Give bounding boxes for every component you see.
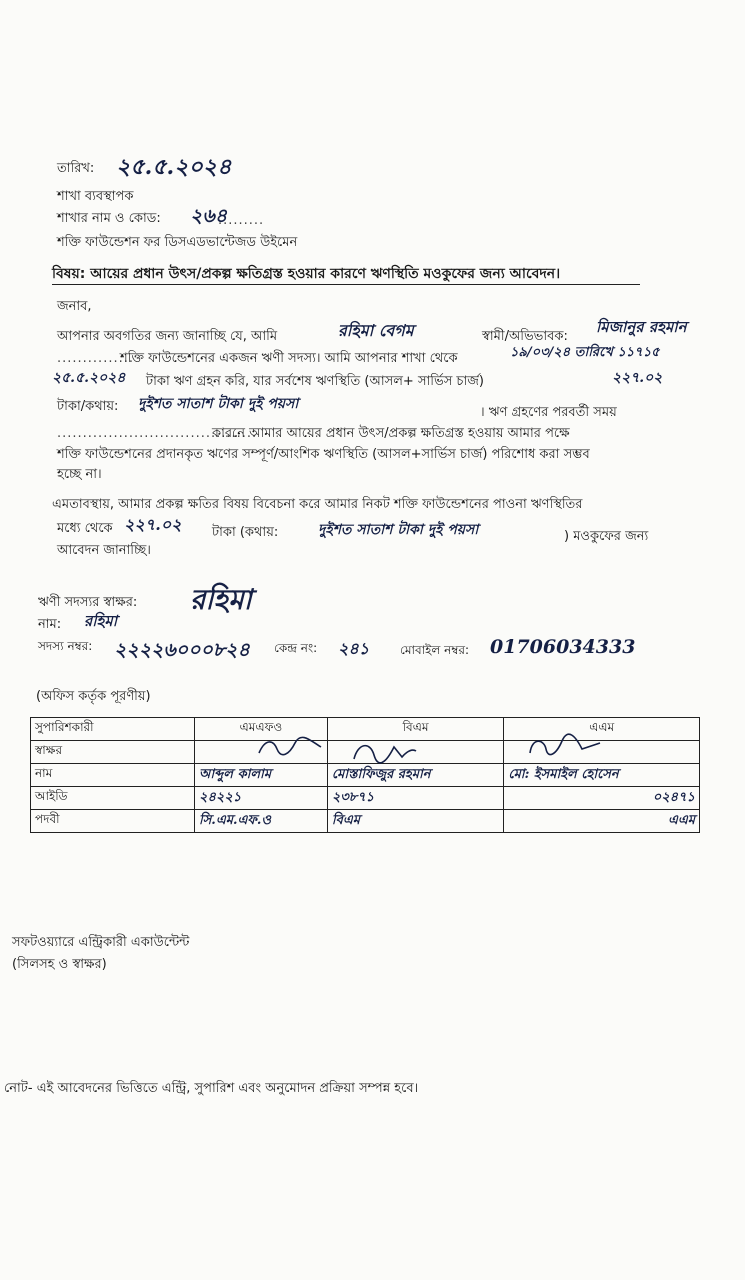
table-row-id (31, 787, 700, 810)
col-head-recommender: সুপারিশকারী (31, 718, 195, 741)
dotted-line: ......... (218, 213, 265, 228)
recommendation-table (30, 717, 700, 833)
loan-amount-handwritten: ২৫.৫.২০২৪ (52, 370, 126, 386)
date-value: ২৫.৫.২০২৪ (116, 154, 232, 180)
addressee: শাখা ব্যবস্থাপক (57, 189, 134, 204)
guardian-name: মিজানুর রহমান (596, 318, 687, 336)
accountant-label: সফটওয়্যারে এন্ট্রিকারী একাউন্টেন্ট (12, 935, 190, 950)
para1-line3: টাকা ঋণ গ্রহন করি, যার সর্বশেষ ঋণস্থিতি (আসল+ সার্ভিস চার্জ) (146, 374, 484, 389)
center-label: কেন্দ্র নং: (274, 641, 318, 655)
name-am: মো: ইসমাইল হোসেন (504, 764, 700, 787)
mobile-number: 01706034333 (490, 636, 636, 658)
designation-am: এএম (504, 810, 700, 833)
signature-am (504, 741, 700, 764)
subject: বিষয়: আয়ের প্রধান উৎস/প্রকল্প ক্ষতিগ্রস্ত হওয়ার কারণে ঋণস্থিতি মওকুফের জন্য আবেদন। (52, 266, 561, 282)
member-signature: রহিমা (190, 583, 252, 616)
signature-mfo-mark (255, 735, 325, 757)
id-bm: ২৩৮৭১ (327, 787, 503, 810)
row-label-name: নাম (31, 764, 195, 787)
branch-value: ২৬৪ (190, 205, 228, 227)
member-id: ২২২২৬০০০৮২৪ (114, 639, 250, 661)
designation-mfo: সি.এম.এফ.ও (195, 810, 328, 833)
para2-line2-b: টাকা (কথায়: (212, 525, 279, 540)
date-label: তারিখ: (57, 161, 95, 176)
applicant-name: রহিমা বেগম (338, 321, 414, 340)
loan-date: ১৯/০৩/২৪ তারিখে ১১৭১৫ (510, 345, 660, 360)
para2-line3: আবেদন জানাচ্ছি। (57, 543, 151, 558)
para1-line4-a: টাকা/কথায়: (57, 399, 119, 414)
member-name-label: নাম: (38, 617, 62, 632)
row-label-signature: স্বাক্ষর (31, 741, 195, 764)
table-row-designation (31, 810, 700, 833)
salutation: জনাব, (57, 299, 92, 314)
dotted-line: ....................................... (57, 426, 258, 441)
para2-line1: এমতাবস্থায়, আমার প্রকল্প ক্ষতির বিষয় বিবেচনা করে আমার নিকট শক্তি ফাউন্ডেশনের পাওনা ঋণস্থিতির (52, 497, 583, 512)
outstanding-balance: ২২৭.০২ (612, 370, 663, 386)
para2-line2-a: মধ্যে থেকে (57, 521, 113, 536)
para1-line5: কারনে আমার আয়ের প্রধান উৎস/প্রকল্প ক্ষতিগ্রস্ত হওয়ায় আমার পক্ষে (212, 426, 570, 441)
col-head-am: এএম (504, 718, 700, 741)
mobile-label: মোবাইল নম্বর: (400, 643, 470, 657)
table-row-name (31, 764, 700, 787)
office-use-note: (অফিস কর্তৃক পূরণীয়) (36, 689, 151, 704)
para1-line1-a: আপনার অবগতির জন্য জানাচ্ছি যে, আমি (57, 329, 278, 344)
table-row-signature (31, 741, 700, 764)
para1-line1-b: স্বামী/অভিভাবক: (482, 329, 568, 344)
member-sign-label: ঋণী সদস্যর স্বাক্ষর: (38, 595, 138, 610)
waiver-amount-words: দুইশত সাতাশ টাকা দুই পয়সা (318, 522, 479, 538)
organization-line: শক্তি ফাউন্ডেশন ফর ডিসএডভান্টেজড উইমেন (57, 235, 298, 250)
subject-underline (52, 284, 640, 285)
accountant-seal-label: (সিলসহ ও স্বাক্ষর) (12, 957, 107, 972)
row-label-id: আইডি (31, 787, 195, 810)
balance-in-words: দুইশত সাতাশ টাকা দুই পয়সা (138, 396, 299, 412)
para2-line2-c: ) মওকুফের জন্য (564, 529, 649, 544)
member-id-label: সদস্য নম্বর: (38, 639, 93, 653)
id-mfo: ২৪২২১ (195, 787, 328, 810)
waiver-amount: ২২৭.০২ (124, 515, 182, 534)
para1-line4-b: । ঋণ গ্রহণের পরবর্তী সময় (480, 405, 617, 420)
para1-line6: শক্তি ফাউন্ডেশনের প্রদানকৃত ঋণের সম্পূর্ণ/আংশিক ঋণস্থিতি (আসল+সার্ভিস চার্জ) পরিশোধ করা সম্ভব (57, 447, 590, 462)
branch-label: শাখার নাম ও কোড: (57, 211, 161, 226)
row-label-designation: পদবী (31, 810, 195, 833)
id-am: ০২৪৭১ (504, 787, 700, 810)
name-mfo: আব্দুল কালাম (195, 764, 328, 787)
dotted-line: ............... (57, 351, 134, 366)
member-name: রহিমা (84, 612, 118, 630)
center-number: ২৪১ (338, 639, 370, 658)
name-bm: মোস্তাফিজুর রহমান (327, 764, 503, 787)
signature-bm-mark (350, 737, 420, 765)
para1-line7: হচ্ছে না। (57, 467, 102, 482)
signature-am-mark (526, 733, 606, 759)
col-head-mfo: এমএফও (195, 718, 328, 741)
col-head-bm: বিএম (327, 718, 503, 741)
para1-line2: শক্তি ফাউন্ডেশনের একজন ঋণী সদস্য। আমি আপনার শাখা থেকে (120, 351, 458, 366)
designation-bm: বিএম (327, 810, 503, 833)
signature-bm (327, 741, 503, 764)
footer-note: নোট- এই আবেদনের ভিত্তিতে এন্ট্রি, সুপারিশ এবং অনুমোদন প্রক্রিয়া সম্পন্ন হবে। (4, 1081, 419, 1096)
signature-mfo (195, 741, 328, 764)
